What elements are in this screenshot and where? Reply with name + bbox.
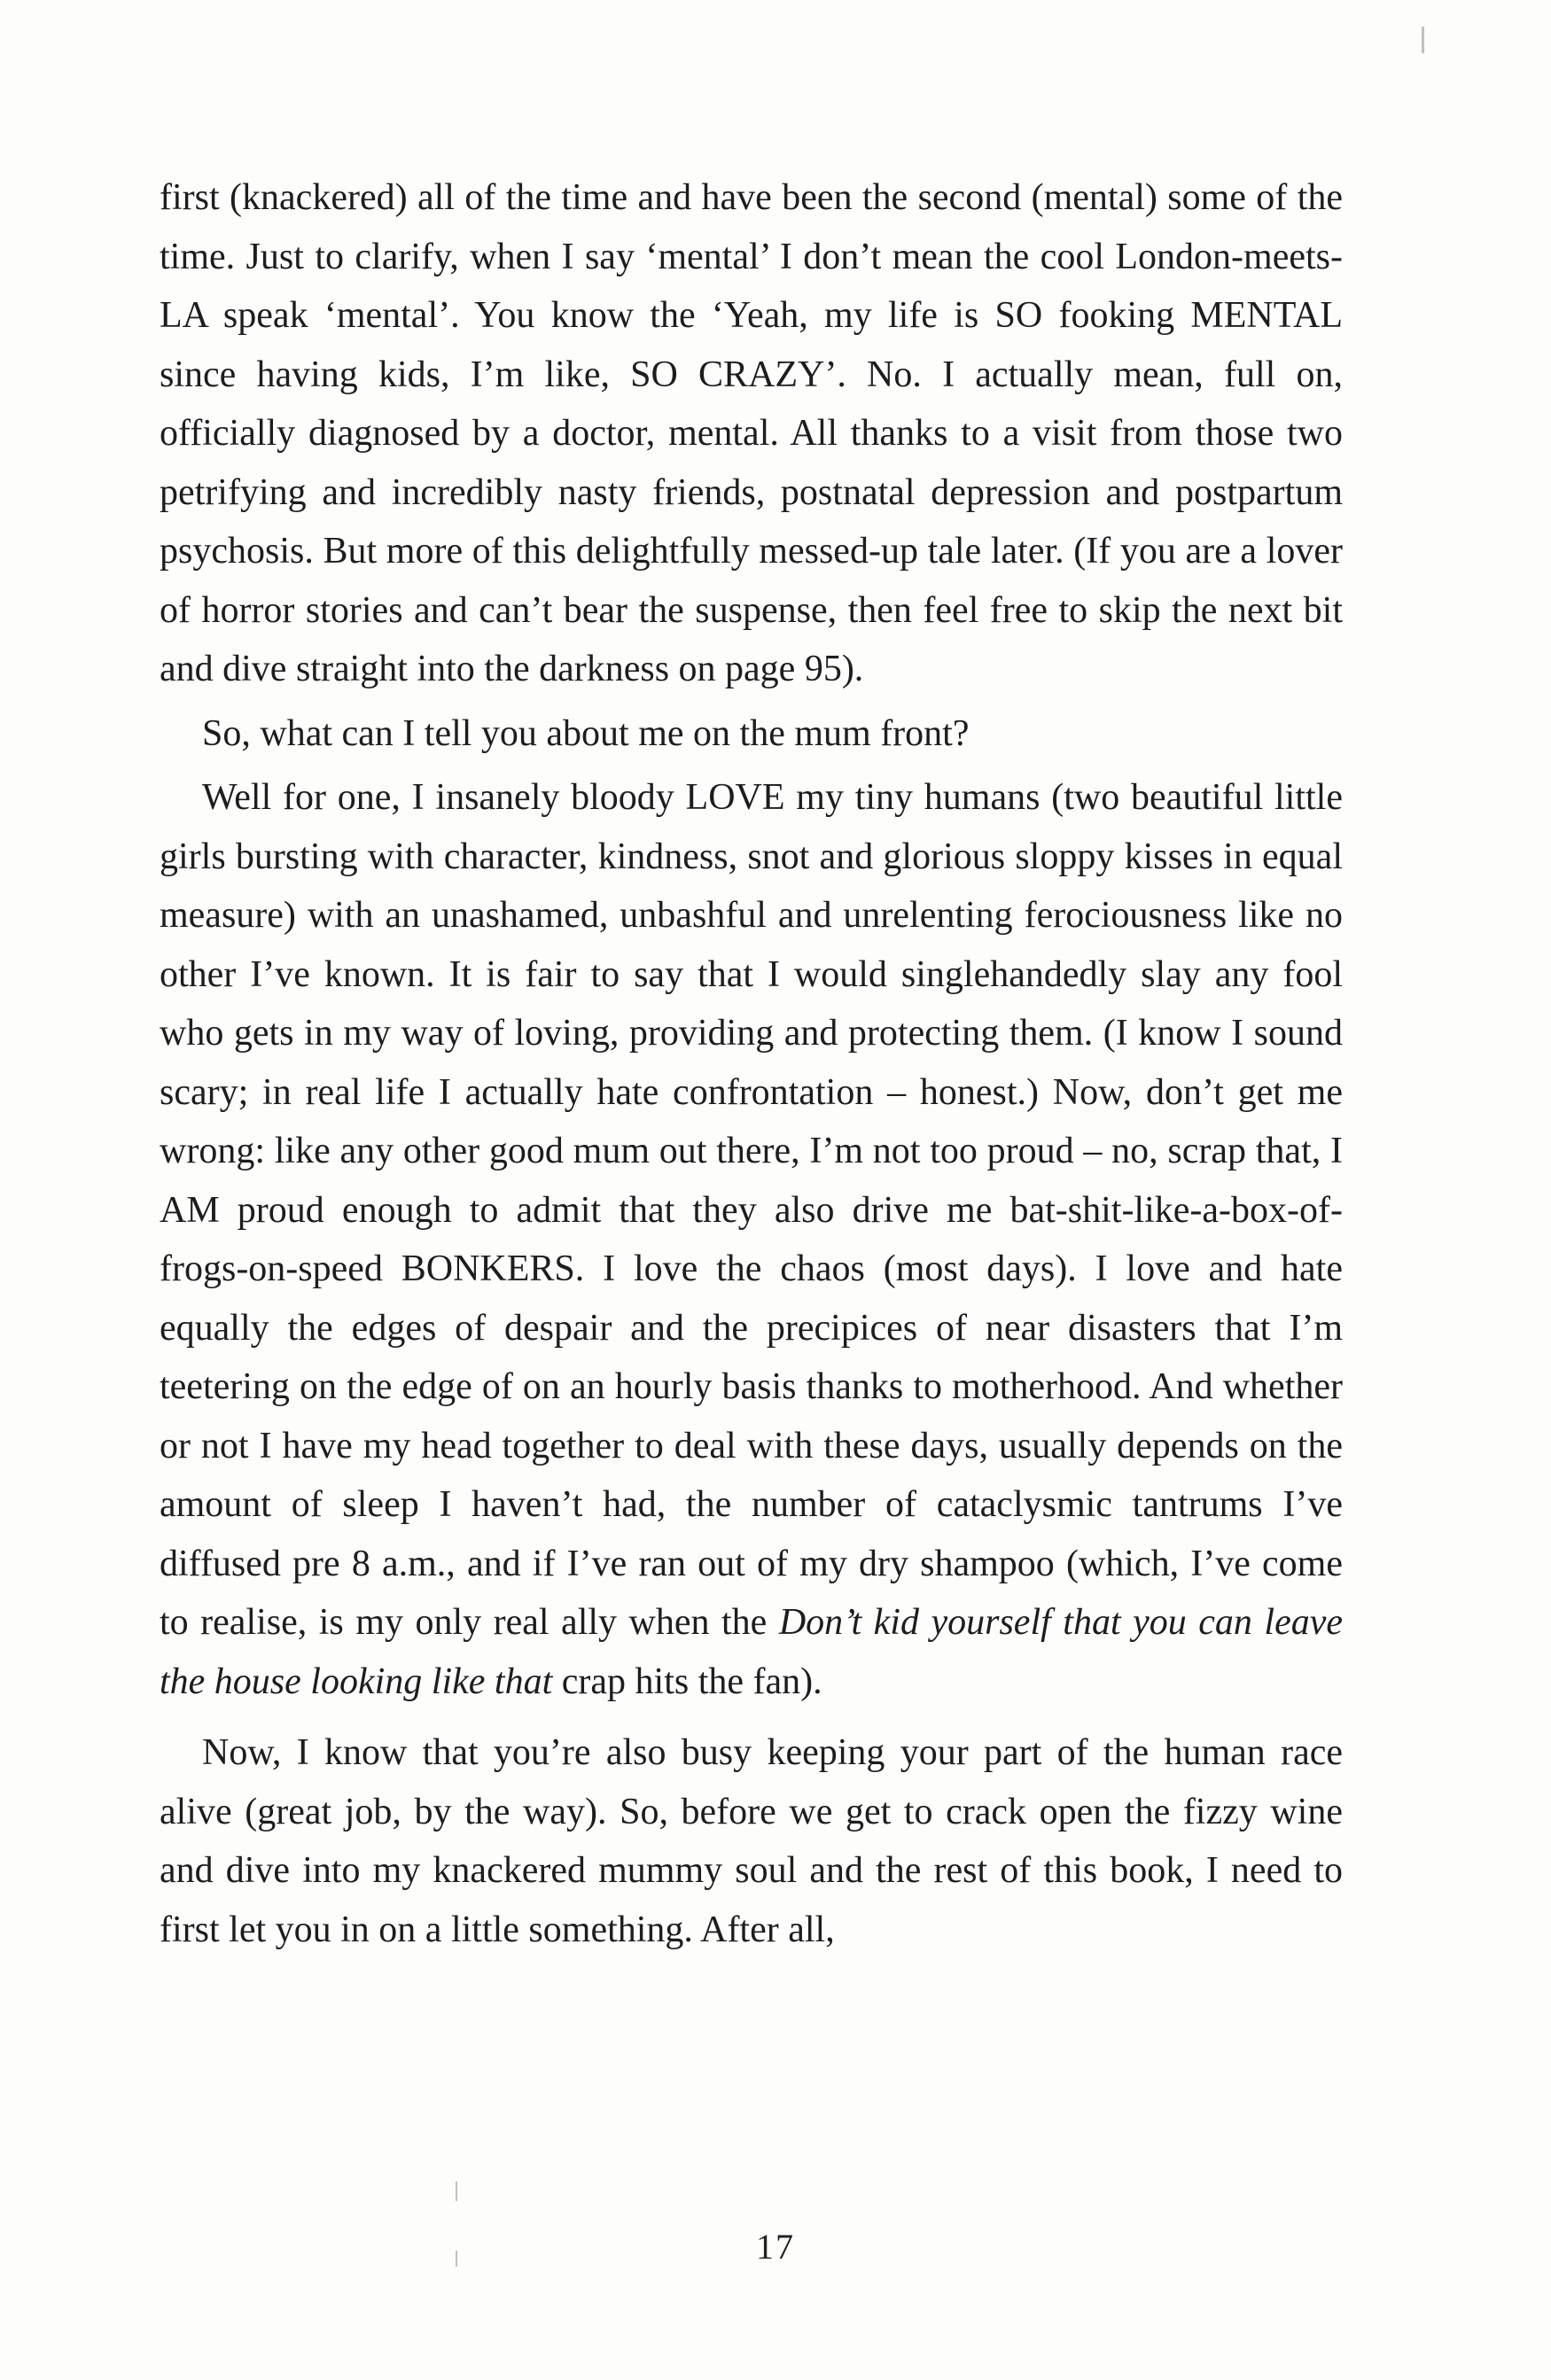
- paragraph: [160, 168, 1343, 699]
- scan-speck: [1422, 27, 1424, 53]
- paragraph: [160, 768, 1343, 1711]
- text-run: first (knackered) all of the time and have been the second (mental) some of the time. Just to clarify, when I say ‘mental’ I don’t mean the cool London-meets-LA speak ‘mental’. You know the ‘Yeah, my life is SO fooking MENTAL since having kids, I’m like, SO CRAZY’. No. I actually mean, full on, officially diagnosed by a doctor, mental. All thanks to a visit from those two petrifying and incredibly nasty friends, postnatal depression and postpartum psychosis. But more of this delightfully messed-up tale later. (If you are a lover of horror stories and can’t bear the suspense, then feel free to skip the next bit and dive straight into the darkness on page 95).: [160, 177, 1343, 689]
- text-run: crap hits the fan).: [552, 1661, 822, 1702]
- scan-speck: [456, 2182, 457, 2201]
- text-run: So, what can I tell you about me on the mum front?: [202, 712, 970, 754]
- text-run: Well for one, I insanely bloody LOVE my tiny humans (two beautiful little girls bursting with character, kindness, snot and glorious sloppy kisses in equal measure) with an unashamed, unbashful and unrelenting ferociousness like no other I’ve known. It is fair to say that I would singlehandedly slay any fool who gets in my way of loving, providing and protecting them. (I know I sound scary; in real life I actually hate confrontation – honest.) Now, don’t get me wrong: like any other good mum out there, I’m not too proud – no, scrap that, I AM proud enough to admit that they also drive me bat-shit-like-a-box-of-frogs-on-speed BONKERS. I love the chaos (most days). I love and hate equally the edges of despair and the precipices of near disasters that I’m teetering on the edge of on an hourly basis thanks to motherhood. And whether or not I have my head together to deal with these days, usually depends on the amount of sleep I haven’t had, the number of cataclysmic tantrums I’ve diffused pre 8 a.m., and if I’ve ran out of my dry shampoo (which, I’ve come to realise, is my only real ally when the: [160, 777, 1343, 1643]
- scan-speck: [456, 2251, 457, 2267]
- paragraph: [160, 1723, 1343, 1959]
- page-number: 17: [756, 2227, 795, 2267]
- paragraph: [160, 704, 1343, 764]
- italic-text-run: Don’t kid yourself that you can leave the house looking like that: [160, 1602, 1343, 1702]
- body-text: [160, 168, 1343, 1959]
- text-run: Now, I know that you’re also busy keeping your part of the human race alive (great job, by the way). So, before we get to crack open the fizzy wine and dive into my knackered mummy soul and the rest of this book, I need to first let you in on a little something. After all,: [160, 1732, 1343, 1950]
